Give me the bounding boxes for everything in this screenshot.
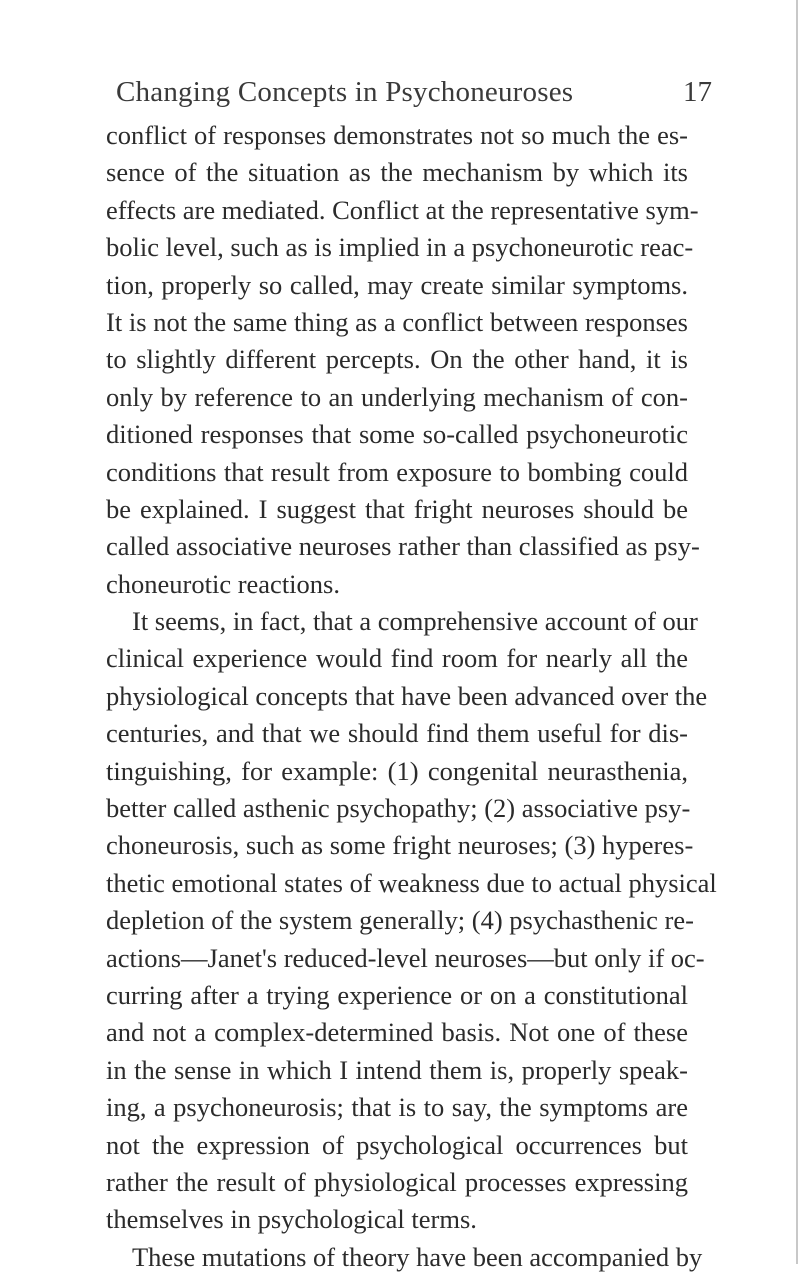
text-line: effects are mediated. Conflict at the representative sym- [106,194,699,225]
text-line: ditioned responses that some so-called psychoneurotic [106,419,688,450]
text-line: bolic level, such as is implied in a psychoneurotic reac- [106,232,694,263]
text-line: tinguishing, for example: (1) congenital neurasthenia, [106,755,688,786]
text-line: clinical experience would find room for nearly all the [106,643,688,674]
text-line: conditions that result from exposure to bombing could [106,456,688,487]
page-number: 17 [683,76,712,108]
text-line: curring after a trying experience or on a constitutional [106,979,688,1010]
running-title: Changing Concepts in Psychoneuroses [116,76,574,108]
text-line: choneurosis, such as some fright neuroses; (3) hyperes- [106,830,694,861]
paragraph-first-line: It seems, in fact, that a comprehensive account of our [132,606,698,637]
text-line: rather the result of physiological processes expressing [106,1166,688,1197]
text-line: physiological concepts that have been advanced over the [106,680,708,711]
text-line: It is not the same thing as a conflict between responses [106,306,688,337]
text-line: sence of the situation as the mechanism by which its [106,157,688,188]
text-line: only by reference to an underlying mechanism of con- [106,381,688,412]
paragraph-last-line: themselves in psychological terms. [106,1204,477,1235]
paragraph-first-line: These mutations of theory have been accompanied by [132,1241,703,1272]
text-line: tion, properly so called, may create similar symptoms. [106,269,688,300]
text-line: not the expression of psychological occurrences but [106,1129,688,1160]
text-line: called associative neuroses rather than classified as psy- [106,531,700,562]
text-line: depletion of the system generally; (4) psychasthenic re- [106,905,694,936]
text-line: in the sense in which I intend them is, properly speak- [106,1054,688,1085]
running-head [116,76,712,116]
paragraph-last-line: choneurotic reactions. [106,568,340,599]
scan-edge-divider [796,0,798,1264]
text-line: centuries, and that we should find them useful for dis- [106,718,688,749]
text-line: actions—Janet's reduced-level neuroses—but only if oc- [106,942,705,973]
text-line: and not a complex-determined basis. Not one of these [106,1017,688,1048]
text-line: be explained. I suggest that fright neuroses should be [106,493,688,524]
body-text [106,117,717,1276]
text-line: ing, a psychoneurosis; that is to say, the symptoms are [106,1092,688,1123]
text-line: conflict of responses demonstrates not so much the es- [106,120,688,150]
text-line: to slightly different percepts. On the other hand, it is [106,344,688,375]
text-line: thetic emotional states of weakness due to actual physical [106,867,717,898]
text-line: better called asthenic psychopathy; (2) associative psy- [106,793,691,824]
